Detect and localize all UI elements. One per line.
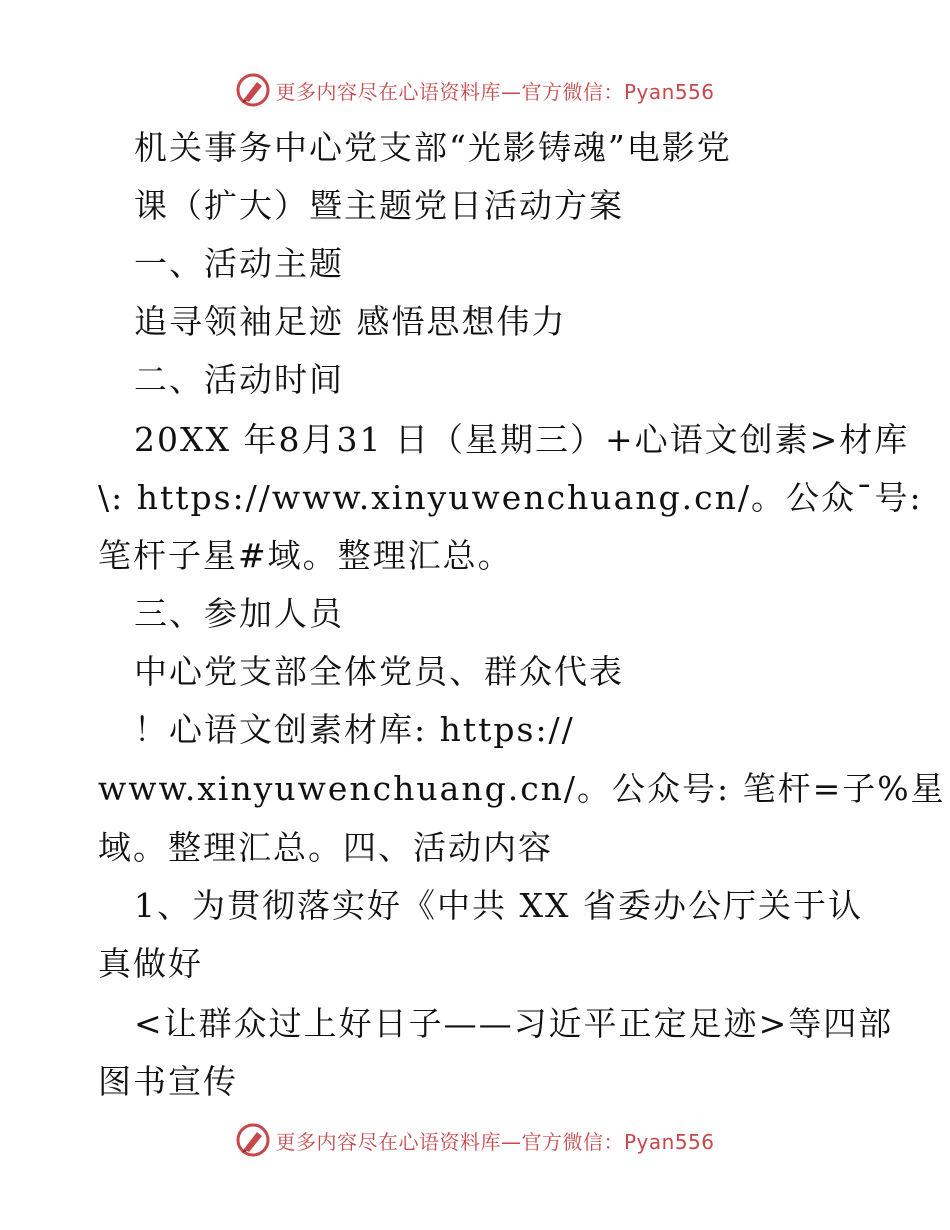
watermark-banner-bottom — [0, 1120, 950, 1160]
body-text: 图书宣传 — [98, 1062, 238, 1101]
doc-title-line-2: 课（扩大）暨主题党日活动方案 — [134, 186, 624, 225]
pen-logo-icon — [235, 1122, 271, 1158]
body-text: www.xinyuwenchuang.cn/。公众号: 笔杆=子%星 — [98, 769, 946, 808]
watermark-text: 更多内容尽在心语资料库—官方微信：Pyan556 — [275, 1129, 715, 1154]
doc-title-line-1: 机关事务中心党支部“光影铸魂”电影党 — [134, 128, 732, 167]
body-text: 笔杆子星#域。整理汇总。 — [98, 536, 513, 575]
theme-text: 追寻领袖足迹 感悟思想伟力 — [134, 302, 567, 341]
section-heading-theme: 一、活动主题 — [134, 244, 344, 283]
watermark-text: 更多内容尽在心语资料库—官方微信：Pyan556 — [275, 79, 715, 104]
section-heading-participants: 三、参加人员 — [134, 594, 344, 633]
content-item-1: 1、为贯彻落实好《中共 XX 省委办公厅关于认 — [134, 886, 863, 925]
participants-text: 中心党支部全体党员、群众代表 — [134, 652, 624, 691]
body-text: <让群众过上好日子——习近平正定足迹>等四部 — [134, 1004, 894, 1043]
time-text: 20XX 年8月31 日（星期三）+心语文创素>材库 — [134, 420, 910, 459]
body-text: 真做好 — [98, 944, 203, 983]
section-heading-time: 二、活动时间 — [134, 360, 344, 399]
body-text: ！心语文创素材库: https:// — [134, 710, 575, 749]
body-text: \: https://www.xinyuwenchuang.cn/。公众¯号: — [98, 478, 923, 517]
section-heading-content: 域。整理汇总。四、活动内容 — [98, 828, 553, 867]
